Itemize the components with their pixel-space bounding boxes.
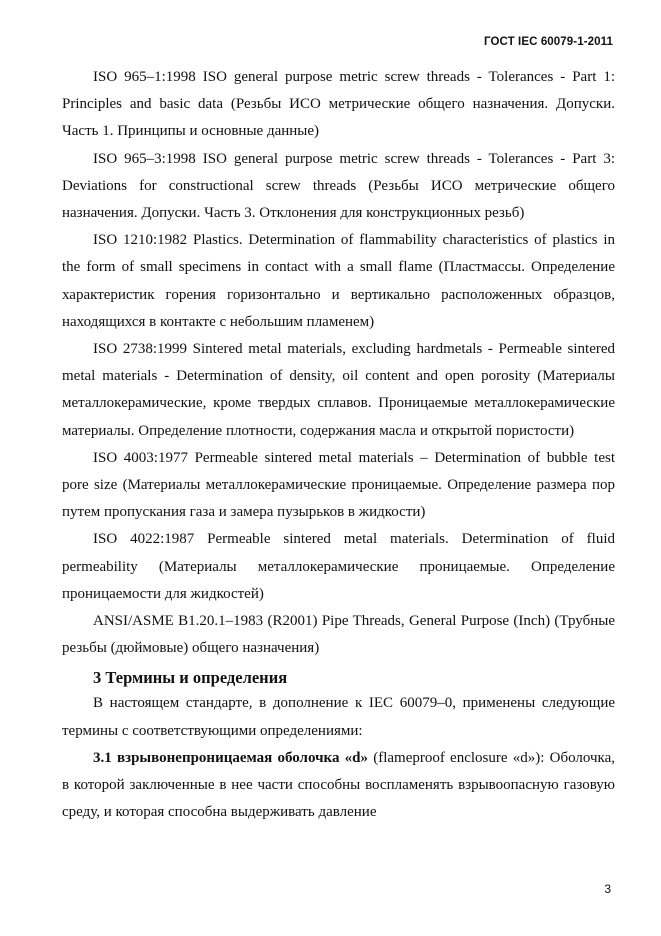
page-number: 3 — [604, 882, 611, 896]
reference-iso-1210: ISO 1210:1982 Plastics. Determination of flammability characteristics of plastics in the form of small specimens in contact with a small flame (Пластмассы. Определение характеристик горения горизонтально и вертикально расположенных образцов, находящихся в контакте с небольшим пламенем) — [62, 232, 615, 330]
reference-iso-2738: ISO 2738:1999 Sintered metal materials, excluding hardmetals - Permeable sintered metal materials - Determination of density, oil content and open porosity (Материалы металлокерамические, кроме твердых сплавов. Проницаемые металлокерамические материалы. Определение плотности, содержания масла и открытой пористости) — [62, 341, 615, 439]
definition-paragraph — [62, 745, 615, 827]
page-body — [62, 64, 615, 826]
reference-iso-965-3: ISO 965–3:1998 ISO general purpose metric screw threads - Tolerances - Part 3: Deviations for constructional screw threads (Резьбы ИСО метрические общего назначения. Допуски. Часть 3. Отклонения для конструкционных резьб) — [62, 150, 615, 222]
section-intro: В настоящем стандарте, в дополнение к IEC 60079–0, применены следующие термины с соответствующими определениями: — [62, 695, 615, 739]
reference-iso-965-1: ISO 965–1:1998 ISO general purpose metric screw threads - Tolerances - Part 1: Principles and basic data (Резьбы ИСО метрические общего назначения. Допуски. Часть 1. Принципы и основные данные) — [62, 69, 615, 140]
definition-text: (flameproof enclosure «d»): Оболочка, в которой заключенные в нее части способны воспламенять взрывоопасную газовую среду, и которая способна выдерживать давление — [62, 749, 615, 821]
section-title: 3 Термины и определения — [93, 668, 288, 688]
document-header: ГОСТ IEC 60079-1-2011 — [484, 36, 613, 48]
reference-iso-4003: ISO 4003:1977 Permeable sintered metal materials – Determination of bubble test pore size (Материалы металлокерамические проницаемые. Определение размера пор путем пропускания газа и замера пузырьков в жидкости) — [62, 449, 615, 521]
reference-iso-4022: ISO 4022:1987 Permeable sintered metal materials. Determination of fluid permeability (Материалы металлокерамические проницаемые. Определение проницаемости для жидкостей) — [62, 531, 615, 602]
reference-ansi-asme: ANSI/ASME B1.20.1–1983 (R2001) Pipe Threads, General Purpose (Inch) (Трубные резьбы (дюймовые) общего назначения) — [62, 613, 615, 657]
definition-term: 3.1 взрывонепроницаемая оболочка «d» — [93, 749, 369, 766]
